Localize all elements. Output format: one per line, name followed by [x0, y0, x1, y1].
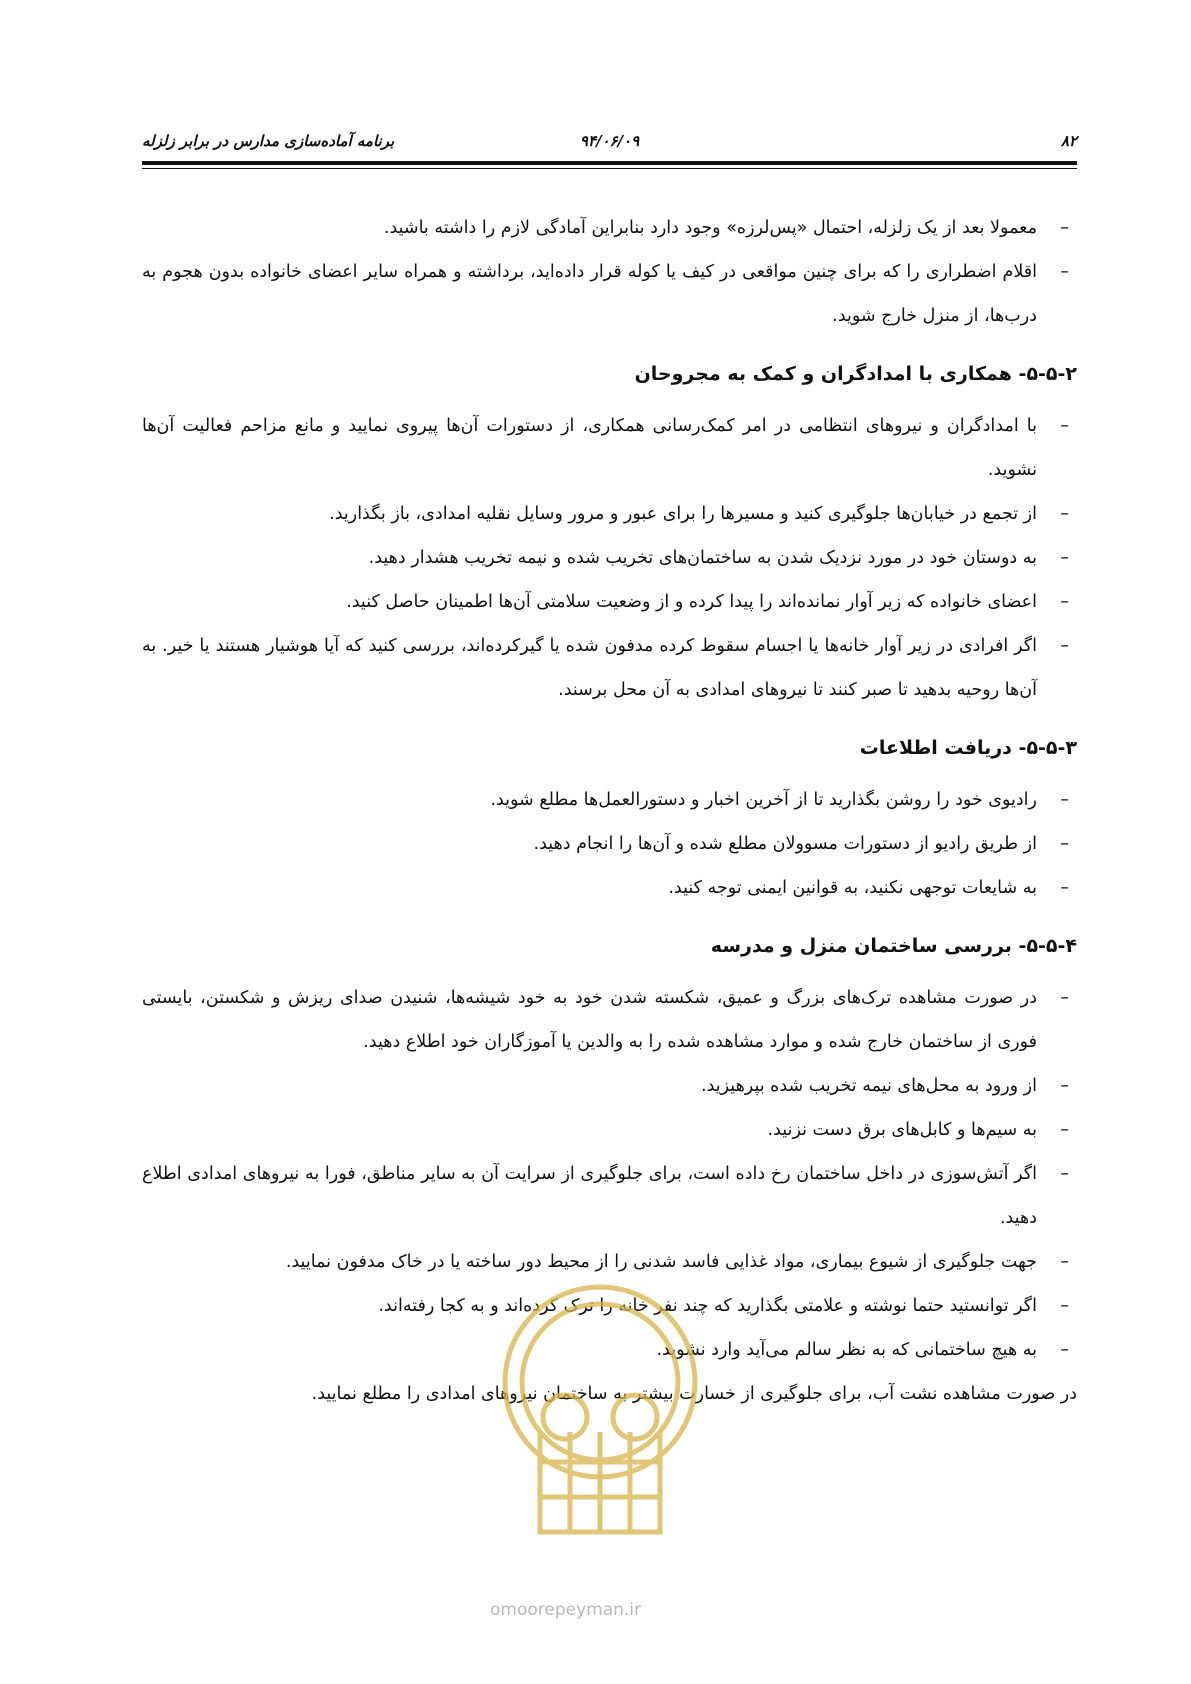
section-heading: ۵-۵-۳- دریافت اطلاعات — [859, 737, 1077, 759]
list-item: – به شایعات توجهی نکنید، به قوانین ایمنی توجه کنید. — [142, 866, 1077, 910]
intro-list — [142, 206, 1077, 338]
page-header — [142, 128, 1077, 158]
page-number: ۸۲ — [1060, 132, 1077, 150]
bullet-dash: – — [1060, 988, 1069, 1008]
bullet-dash: – — [1060, 1252, 1069, 1272]
bullet-dash: – — [1060, 834, 1069, 854]
list-item: – از تجمع در خیابان‌ها جلوگیری کنید و مسیرها را برای عبور و مرور وسایل نقلیه امدادی، باز بگذارید. — [142, 492, 1077, 536]
bullet-dash: – — [1060, 636, 1069, 656]
list-item: – در صورت مشاهده ترک‌های بزرگ و عمیق، شکسته شدن خود به خود شیشه‌ها، شنیدن صدای ریزش و شکستن، بایستی فوری از ساختمان خارج شده و موارد مشاهده شده را به والدین یا آموزگاران خود اطلاع دهید. — [142, 976, 1077, 1064]
header-date: ۹۴/۰۶/۰۹ — [579, 132, 640, 150]
section-heading: ۵-۵-۴- بررسی ساختمان منزل و مدرسه — [710, 935, 1077, 957]
list-item: – به سیم‌ها و کابل‌های برق دست نزنید. — [142, 1108, 1077, 1152]
bullet-dash: – — [1060, 262, 1069, 282]
closing-paragraph: در صورت مشاهده نشت آب، برای جلوگیری از خسارت بیشتر به ساختمان نیروهای امدادی را مطلع نمایید. — [311, 1384, 1077, 1404]
list-item: – معمولا بعد از یک زلزله، احتمال «پس‌لرزه» وجود دارد بنابراین آمادگی لازم را داشته باشید. — [142, 206, 1077, 250]
watermark-site: omoorepeyman.ir — [490, 1600, 642, 1620]
header-rule-thin — [142, 168, 1077, 169]
list-item: – اگر آتش‌سوزی در داخل ساختمان رخ داده است، برای جلوگیری از سرایت آن به سایر مناطق، فورا به نیروهای امدادی اطلاع دهید. — [142, 1152, 1077, 1240]
list-item: – اگر افرادی در زیر آوار خانه‌ها یا اجسام سقوط کرده مدفون شده یا گیرکرده‌اند، بررسی کنید که آیا هوشیار هستند یا خیر. به آن‌ها روحیه بدهید تا صبر کنند تا نیروهای امدادی به آن محل برسند. — [142, 624, 1077, 712]
list-item: – اقلام اضطراری را که برای چنین مواقعی در کیف یا کوله قرار داده‌اید، برداشته و همراه سایر اعضای خانواده بدون هجوم به درب‌ها، از منزل خارج شوید. — [142, 250, 1077, 338]
bullet-dash: – — [1060, 592, 1069, 612]
list-item: – جهت جلوگیری از شیوع بیماری، مواد غذایی فاسد شدنی را از محیط دور ساخته یا در خاک مدفون نمایید. — [142, 1240, 1077, 1284]
list-item: – اگر توانستید حتما نوشته و علامتی بگذارید که چند نفر خانه را ترک کرده‌اند و به کجا رفته‌اند. — [142, 1284, 1077, 1328]
bullet-dash: – — [1060, 1120, 1069, 1140]
section-list — [142, 404, 1077, 712]
header-title: برنامه آماده‌سازی مدارس در برابر زلزله — [142, 132, 395, 150]
list-item: – به هیچ ساختمانی که به نظر سالم می‌آید وارد نشوید. — [142, 1328, 1077, 1372]
section-list — [142, 778, 1077, 910]
page-body — [142, 206, 1077, 1416]
bullet-dash: – — [1060, 218, 1069, 238]
bullet-dash: – — [1060, 548, 1069, 568]
list-item: – به دوستان خود در مورد نزدیک شدن به ساختمان‌های تخریب شده و نیمه تخریب هشدار دهید. — [142, 536, 1077, 580]
header-rule-thick — [142, 161, 1077, 165]
bullet-dash: – — [1060, 416, 1069, 436]
list-item: – از طریق رادیو از دستورات مسوولان مطلع شده و آن‌ها را انجام دهید. — [142, 822, 1077, 866]
list-item: – اعضای خانواده که زیر آوار نمانده‌اند را پیدا کرده و از وضعیت سلامتی آن‌ها اطمینان حاصل کنید. — [142, 580, 1077, 624]
list-item: – از ورود به محل‌های نیمه تخریب شده بپرهیزید. — [142, 1064, 1077, 1108]
bullet-dash: – — [1060, 1164, 1069, 1184]
list-item: – رادیوی خود را روشن بگذارید تا از آخرین اخبار و دستورالعمل‌ها مطلع شوید. — [142, 778, 1077, 822]
bullet-dash: – — [1060, 1076, 1069, 1096]
section-list — [142, 976, 1077, 1372]
bullet-dash: – — [1060, 504, 1069, 524]
list-item: – با امدادگران و نیروهای انتظامی در امر کمک‌رسانی همکاری، از دستورات آن‌ها پیروی نمایید و مانع مزاحم فعالیت آن‌ها نشوید. — [142, 404, 1077, 492]
section-heading: ۵-۵-۲- همکاری با امدادگران و کمک به مجروحان — [634, 363, 1077, 385]
bullet-dash: – — [1060, 1340, 1069, 1360]
bullet-dash: – — [1060, 878, 1069, 898]
bullet-dash: – — [1060, 1296, 1069, 1316]
bullet-dash: – — [1060, 790, 1069, 810]
